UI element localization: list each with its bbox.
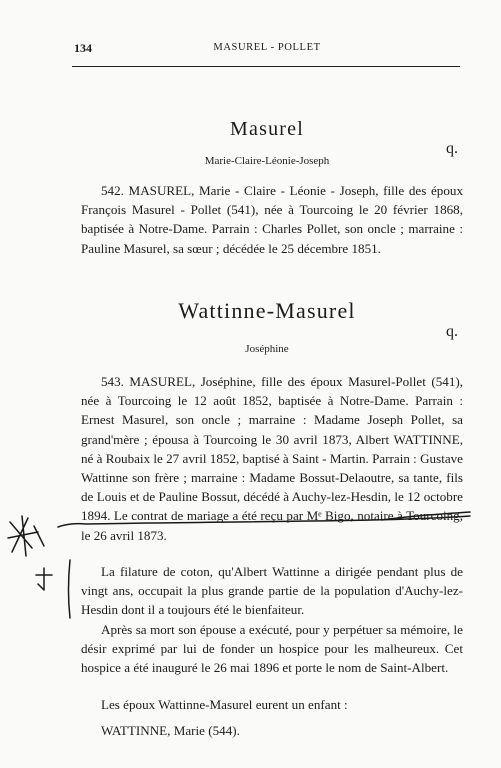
filature-paragraph: La filature de coton, qu'Albert Wattinne a dirigée pendant plus de vingt ans, occupait la plus grande partie de la population d'Auchy-lez-Hesdin dont il a toujours été le bienfaiteur.	[81, 564, 463, 618]
header-rule	[72, 66, 460, 67]
crossed-star-mark	[8, 516, 44, 556]
hospice-paragraph: Après sa mort son épouse a exécuté, pour y perpétuer sa mémoire, le désir exprimé par lui de fonder un hospice pour les malheureux. Cet hospice a été inauguré le 26 mai 1896 et porte le nom de Saint-Albert.	[81, 622, 463, 676]
page-number: 134	[74, 41, 92, 55]
margin-mark: q.	[446, 323, 458, 340]
section-title-wattinne-masurel: Wattinne-Masurel	[178, 298, 356, 323]
children-intro-paragraph: Les époux Wattinne-Masurel eurent un enfant :	[101, 697, 348, 712]
page-header	[74, 41, 460, 61]
arrow-mark	[36, 568, 52, 590]
section-subtitle-josephine: Joséphine	[245, 343, 289, 355]
entry-543-paragraph: 543. MASUREL, Joséphine, fille des époux Masurel-Pollet (541), née à Tourcoing le 12 août 1852, baptisée à Notre-Dame. Parrain : Ernest Masurel, son oncle ; marraine : Madame Joseph Pollet, sa grand'mère ; épousa à Tourcoing le 30 avril 1873, Albert WATTINNE, né à Roubaix le 27 avril 1852, baptisé à Saint - Martin. Parrain : Gustave Wattinne son frère ; marraine : Madame Bossut-Delaoutre, sa tante, fils de Louis et de Pauline Bossut, décédé à Auchy-lez-Hesdin, le 12 octobre 1894. Le contrat de mariage a été reçu par Mᵉ Bigo, notaire à Tourcoing, le 26 avril 1873.	[81, 374, 463, 543]
margin-mark: q.	[446, 140, 458, 157]
running-head: MASUREL - POLLET	[213, 42, 321, 53]
child-entry-paragraph: WATTINNE, Marie (544).	[101, 723, 240, 738]
margin-bracket-line	[69, 560, 71, 618]
section-title-masurel: Masurel	[230, 118, 304, 140]
section-subtitle-masurel: Marie-Claire-Léonie-Joseph	[204, 155, 330, 167]
entry-542-paragraph: 542. MASUREL, Marie - Claire - Léonie - Joseph, fille des époux François Masurel - Pollet (541), née à Tourcoing le 20 février 1868, baptisée à Notre-Dame. Parrain : Charles Pollet, son oncle ; marraine : Pauline Masurel, sa sœur ; décédée le 25 décembre 1851.	[81, 183, 463, 256]
